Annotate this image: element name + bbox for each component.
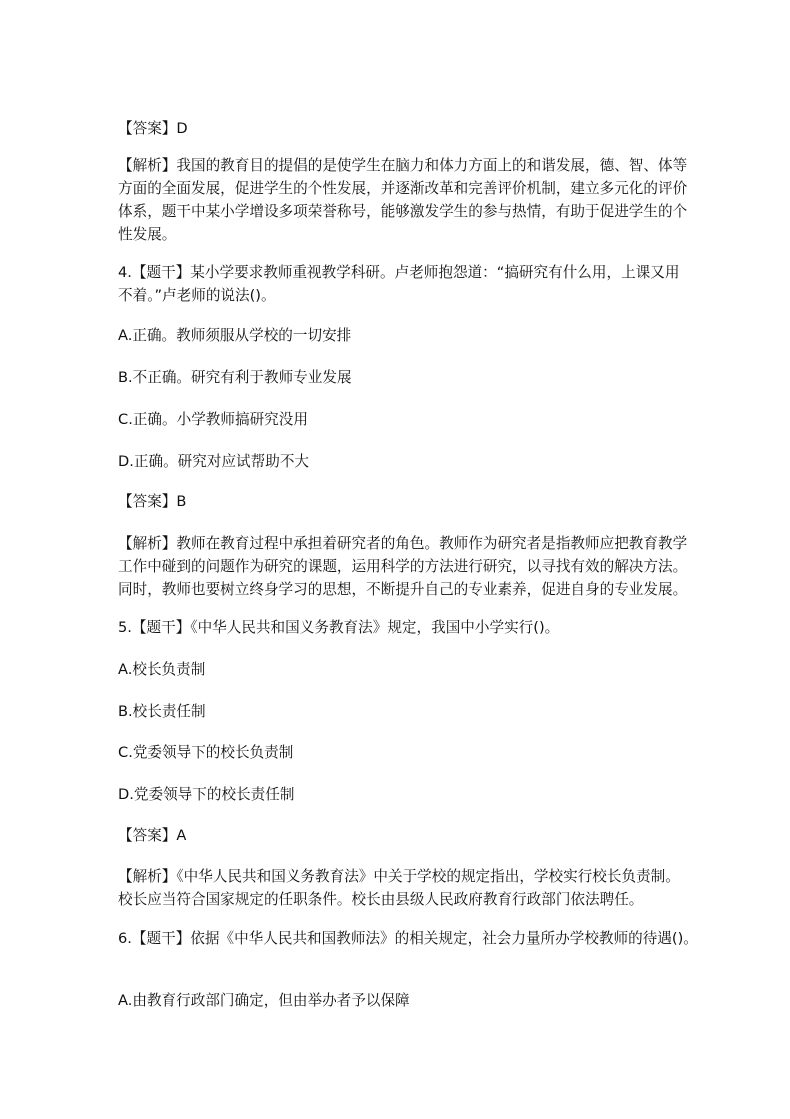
analysis-line: 【解析】教师在教育过程中承担着研究者的角色。教师作为研究者是指教师应把教育教学 [118,535,688,552]
analysis-line: 校长应当符合国家规定的任职条件。校长由县级人民政府教育行政部门依法聘任。 [118,891,644,908]
option-text: C.正确。小学教师搞研究没用 [118,411,308,428]
analysis-5 [118,865,708,911]
analysis-line: 工作中碰到的问题作为研究的课题，运用科学的方法进行研究，以寻找有效的解决方法。 [118,558,688,575]
option-text: C.党委领导下的校长负责制 [118,744,294,761]
option-text: B.校长责任制 [118,703,206,720]
question-4-option-d [118,450,708,473]
question-6-option-a [118,989,708,1012]
analysis-line: 同时，教师也要树立终身学习的思想，不断提升自己的专业素养，促进自身的专业发展。 [118,581,688,598]
option-text: A.校长负责制 [118,661,206,678]
question-5-option-a [118,658,708,681]
option-text: D.党委领导下的校长责任制 [118,786,295,803]
option-text: A.由教育行政部门确定，但由举办者予以保障 [118,992,410,1009]
question-4-stem [118,261,708,307]
question-6-stem [118,927,708,950]
option-text: D.正确。研究对应试帮助不大 [118,453,310,470]
question-5-option-b [118,700,708,723]
answer-5 [118,824,708,847]
analysis-line: 性发展。 [118,226,177,243]
analysis-line: 【解析】《中华人民共和国义务教育法》中关于学校的规定指出，学校实行校长负责制。 [118,868,680,885]
question-line: 4.【题干】某小学要求教师重视教学科研。卢老师抱怨道：“搞研究有什么用，上课又用 [118,264,680,281]
option-text: A.正确。教师须服从学校的一切安排 [118,327,352,344]
answer-text: 【答案】B [118,493,187,510]
question-5-option-d [118,783,708,806]
question-line: 5.【题干】《中华人民共和国义务教育法》规定，我国中小学实行()。 [118,619,560,636]
question-5-option-c [118,741,708,764]
question-4-option-a [118,324,708,347]
answer-4 [118,490,708,513]
answer-text: 【答案】A [118,827,187,844]
question-4-option-b [118,366,708,389]
analysis-line: 【解析】我国的教育目的提倡的是使学生在脑力和体力方面上的和谐发展，德、智、体等 [118,157,688,174]
option-text: B.不正确。研究有利于教师专业发展 [118,369,352,386]
question-line: 6.【题干】依据《中华人民共和国教师法》的相关规定，社会力量所办学校教师的待遇()。 [118,930,698,947]
analysis-line: 方面的全面发展，促进学生的个性发展，并逐渐改革和完善评价机制，建立多元化的评价 [118,180,688,197]
question-5-stem [118,616,708,639]
analysis-3 [118,154,708,246]
answer-text: 【答案】D [118,120,188,137]
answer-3 [118,117,708,140]
analysis-line: 体系，题干中某小学增设多项荣誉称号，能够激发学生的参与热情，有助于促进学生的个 [118,203,688,220]
question-line: 不着。”卢老师的说法()。 [118,287,276,304]
analysis-4 [118,532,708,601]
question-4-option-c [118,408,708,431]
